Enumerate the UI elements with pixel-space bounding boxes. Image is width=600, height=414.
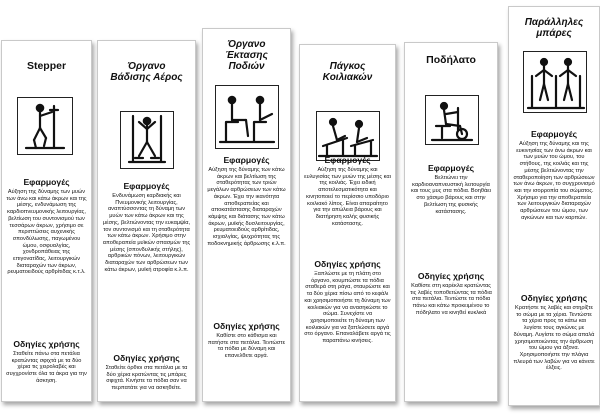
card-title: Ποδήλατο <box>426 54 476 66</box>
usage-text: Σταθείτε όρθιοι στα πετάλια με τα δύο χέρια κρατώντας τις μπάρες σφιχτά. Κινήστε τα πόδια σαν να περπατάτε για να ασκηθείτε. <box>105 365 188 392</box>
effects-text: Αύξηση της δύναμης των μυών των άνω και κάτω άκρων και της μέσης, ενδυνάμωση της καρδιοπνευμονικής λειτουργίας, βελτίωση του συντονισμού των τεσσάρων άκρων, χρήσιμο σε περιπτώσεις αυχενικής σπονδύλωσης, παγωμένου ώμου, οσφυαλγίας, χονδροπάθειας της επιγονατίδας, λειτουργικών διαταραχών των άκρων, ρευματοειδούς αρθρίτιδας κ.τ.λ. <box>6 189 87 276</box>
air-walker-icon <box>120 111 174 169</box>
usage-text: Καθίστε στο κάθισμα και πατήστε στα πετάλια. Τεντώστε τα πόδια με δύναμη και επανελθετε αργά. <box>207 333 286 360</box>
usage-heading: Οδηγίες χρήσης <box>113 353 180 363</box>
sit-up-bench-icon <box>316 111 380 161</box>
effects-heading: Εφαρμογές <box>427 163 475 173</box>
card-title: Όργανο Έκτασης Ποδιών <box>225 39 268 72</box>
effects-text: Αύξηση της δύναμης και της ευκινησίας των άνω άκρων και των μυών του ώμου, του στήθους, της κοιλιάς και της μέσης βελτιώνοντας την σταθεροποίηση των αρθρώσεων των άνω άκρων, το συγχρονισμό και την ισορροπία του σώματος. Χρήσιμο για την αποθεραπεία των λειτουργικών διαταραχών αρθρώσεων του ώμου, των αγκώνων και των καρπών. <box>513 141 595 221</box>
parallel-bars-icon <box>523 51 587 113</box>
effects-text: Αύξηση της δύναμης και ευλυγισίας των μυών της μέσης και της κοιλιάς. Έχει ειδική αποτελεσματικότητα και κινητοποιεί το περίσσιο υποδόριο κοιλιακό λίπος. Είναι απαραίτητο για την απώλεια βάρους και διατήρηση καλής φυσικής κατάστασης. <box>304 167 391 227</box>
effects-heading: Εφαρμογές <box>530 129 578 139</box>
stepper-machine-icon <box>17 97 73 155</box>
effects-text: Αύξηση της δύναμης των κάτω άκρων και βελτίωση της σταθερότητας των τριών μεγάλων αρθρώσεων των κάτω άκρων. Έχει την ικανότητα αποθεραπείας και αποκατάστασης διαταραχών κάμψης και διάτασης των κάτω άκρων, μυϊκής δυσλειτουργίας, ρευματοειδούς αρθρίτιδας, ισχιαλγίας, ψυχρότητας της ποδοκνημικής άρθρωσης κ.λ.π. <box>207 167 286 247</box>
card-title: Όργανο Βάδισης Αέρος <box>110 61 183 83</box>
effects-heading: Εφαρμογές <box>23 177 70 187</box>
usage-text: Ξαπλώστε με τη πλάτη στο όργανο, κουμπώστε τα πόδια σταθερά στη ράγα, σταυρώστε και τα δύο χέρια πίσω από το κεφάλι και χρησιμοποιήστε τη δύναμη των κοιλιακών για να ανασηκώστε το σώμα. Συνεχίστε να χρησιμοποιείτε τη δύναμη των κοιλιακών για να ξαπλώσετε αργά στο όργανο. Επαναλάβετε αργά τις παραπάνω κινήσεις. <box>304 271 391 345</box>
card-title: Πάγκος Κοιλιακών <box>322 61 373 83</box>
effects-heading: Εφαρμογές <box>223 155 270 165</box>
leg-stretch-icon <box>215 85 279 149</box>
card-title: Stepper <box>26 60 67 72</box>
effects-heading: Εφαρμογές <box>324 155 371 165</box>
card-leg-stretch <box>202 28 291 402</box>
usage-heading: Οδηγίες χρήσης <box>520 293 588 303</box>
usage-text: Καθίστε στη καρέκλα κρατώντας τις λαβές τοποθετώντας τα πόδια στα πετάλια. Τεντώστε τα πόδια πάνω και κάτω προκειμένου το πόδηλατο να κινηθεί κυκλικά <box>410 283 492 316</box>
card-air-walker <box>97 40 196 402</box>
effects-text: Ενδυνάμωση καρδιακής και Πνευμονικής λειτουργίας, αναπτύσσοντας τη δύναμη των μυών των κάτω άκρων και της μέσης, βελτιώνοντας την ευκαμψία, τον συντονισμό και τη σταθερότητα των κάτω άκρων. Χρήσιμο στην αποθεραπεία μυϊκών σπασμών της μέσης (σπονδυλικής στήλης), αρθρικών πόνων, λειτουργικών διαταραχών των αρθρώσεων των κάτω άκρων, μυϊκή ατροφία κ.λ.π. <box>102 193 191 273</box>
card-exercise-bike <box>404 42 498 402</box>
card-sit-up-bench <box>299 44 396 402</box>
usage-heading: Οδηγίες χρήσης <box>213 321 280 331</box>
effects-text: Βελτιώνει την καρδιοαναπνευστική λειτουργία και τους μυς στα πόδια. Βοηθάει στο χάσιμο βάρους και στην βελτίωση της φυσικής κατάστασης. <box>411 175 491 215</box>
effects-heading: Εφαρμογές <box>123 181 170 191</box>
usage-heading: Οδηγίες χρήσης <box>13 339 80 349</box>
card-parallel-bars <box>508 6 600 406</box>
usage-heading: Οδηγίες χρήσης <box>417 271 485 281</box>
usage-text: Κρατήστε τις λαβές και στηρίξτε το σώμα με τα χέρια. Τεντώστε τα χέρια προς τα κάτω και λυγίστε τους αγκώνες με δύναμη. Λυγίστε το σώμα απαλά χρησιμοποιώντας την άρθρωση του ώμου για άξονα. Χρησιμοποιήστε την πλάγια πλευρά των λαβών για να κάνετε έλξεις. <box>513 305 595 372</box>
card-title: Παράλληλες μπάρες <box>524 17 584 39</box>
usage-heading: Οδηγίες χρήσης <box>314 259 381 269</box>
usage-text: Σταθείτε πάνω στα πετάλια κρατώντας σφιχτά με τα δύο χέρια τις χειρολαβές και συγχρονίστε όλα τα άκρα για την άσκηση. <box>6 351 87 384</box>
card-stepper <box>1 40 92 402</box>
exercise-bike-icon <box>425 95 479 145</box>
